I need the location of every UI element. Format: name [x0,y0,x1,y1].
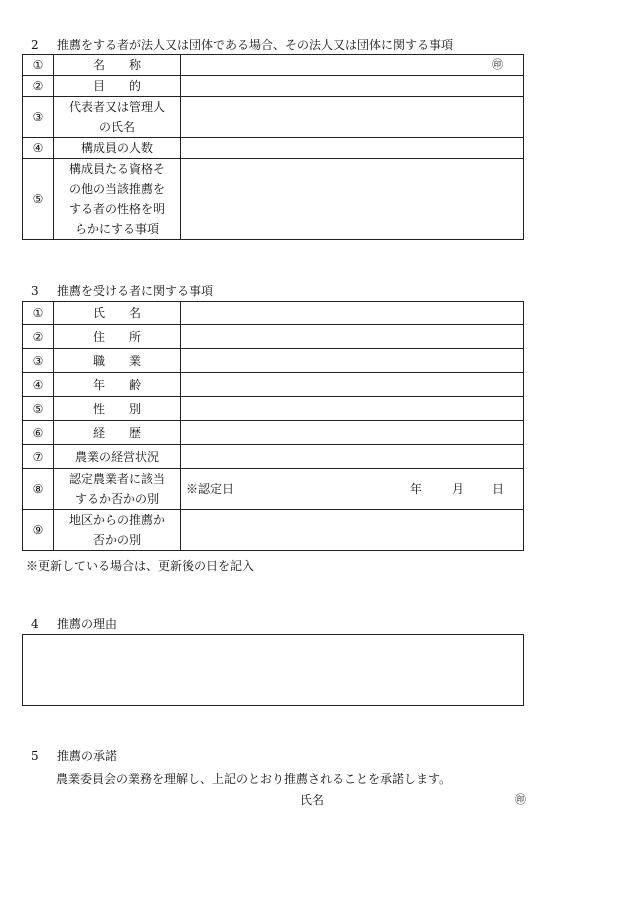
row-index: ④ [23,138,54,159]
section-3-heading [31,284,213,298]
row-label [54,469,181,510]
row-label: 名 称 [54,55,181,76]
year-label: 年 [410,482,423,496]
table-row [23,373,524,397]
section-2-title: 推薦をする者が法人又は団体である場合、その法人又は団体に関する事項 [57,38,454,52]
row-label: 氏 名 [54,302,181,325]
row-label [54,159,181,240]
nominee-age-field[interactable] [181,373,524,397]
row-index: ① [23,302,54,325]
label-line: らかにする事項 [74,222,159,236]
row-label: 構成員の人数 [54,138,181,159]
section-5-title: 推薦の承諾 [57,749,118,763]
row-index: ③ [23,97,54,138]
table-row [23,469,524,510]
farm-management-field[interactable] [181,445,524,469]
signature-seal-mark: ㊞ [515,793,526,806]
table-row [23,325,524,349]
table-row [23,138,524,159]
table-row [23,159,524,240]
section-4-number: 4 [31,617,39,631]
section-4-heading [31,617,117,631]
nominee-address-field[interactable] [181,325,524,349]
certified-farmer-field[interactable] [181,469,524,510]
purpose-field[interactable] [181,76,524,97]
table-row [23,510,524,551]
row-index: ⑥ [23,421,54,445]
row-label: 農業の経営状況 [54,445,181,469]
certification-date-line [186,482,523,496]
row-index: ⑨ [23,510,54,551]
recommendation-reason-field[interactable] [22,634,524,706]
row-index: ⑤ [23,397,54,421]
organization-name-field[interactable] [181,55,524,76]
label-line: 否かの別 [92,533,141,547]
row-index: ⑤ [23,159,54,240]
nominee-occupation-field[interactable] [181,349,524,373]
section-3-number: 3 [31,284,39,298]
section-5-number: 5 [31,749,39,763]
row-label: 住 所 [54,325,181,349]
label-line: の氏名 [98,120,135,134]
nominee-gender-field[interactable] [181,397,524,421]
district-recommendation-field[interactable] [181,510,524,551]
row-index: ② [23,76,54,97]
row-label [54,97,181,138]
row-index: ④ [23,373,54,397]
nominee-name-field[interactable] [181,302,524,325]
section-3-table [22,301,524,551]
row-label: 性 別 [54,397,181,421]
section-5-heading [31,749,117,763]
section-3-title: 推薦を受ける者に関する事項 [57,284,214,298]
table-row [23,349,524,373]
label-line: 地区からの推薦か [68,513,165,527]
row-index: ② [23,325,54,349]
row-label: 経 歴 [54,421,181,445]
table-row [23,76,524,97]
day-label: 日 [492,482,505,496]
label-line: 認定農業者に該当 [68,472,165,486]
update-note: ※更新している場合は、更新後の日を記入 [26,559,255,573]
row-label: 目 的 [54,76,181,97]
row-label: 年 齢 [54,373,181,397]
section-4-title: 推薦の理由 [57,617,118,631]
member-qualification-field[interactable] [181,159,524,240]
row-index: ① [23,55,54,76]
month-label: 月 [452,482,465,496]
table-row [23,397,524,421]
table-row [23,55,524,76]
table-row [23,302,524,325]
table-row [23,445,524,469]
row-label: 職 業 [54,349,181,373]
consent-statement: 農業委員会の業務を理解し、上記のとおり推薦されることを承諾します。 [56,772,452,786]
table-row [23,97,524,138]
section-2-heading [31,38,453,52]
label-line: する者の性格を明 [68,202,165,216]
section-2-number: 2 [31,38,39,52]
row-label [54,510,181,551]
nominee-career-field[interactable] [181,421,524,445]
label-line: 代表者又は管理人 [68,100,165,114]
signature-name-label: 氏名 [300,793,325,807]
row-index: ⑦ [23,445,54,469]
row-index: ⑧ [23,469,54,510]
label-line: するか否かの別 [74,492,159,506]
certification-date-label: ※認定日 [186,482,235,496]
label-line: 構成員たる資格そ [68,162,165,176]
label-line: の他の当該推薦を [68,182,165,196]
row-index: ③ [23,349,54,373]
representative-name-field[interactable] [181,97,524,138]
section-2-table [22,54,524,240]
seal-mark: ㊞ [492,58,503,71]
table-row [23,421,524,445]
member-count-field[interactable] [181,138,524,159]
